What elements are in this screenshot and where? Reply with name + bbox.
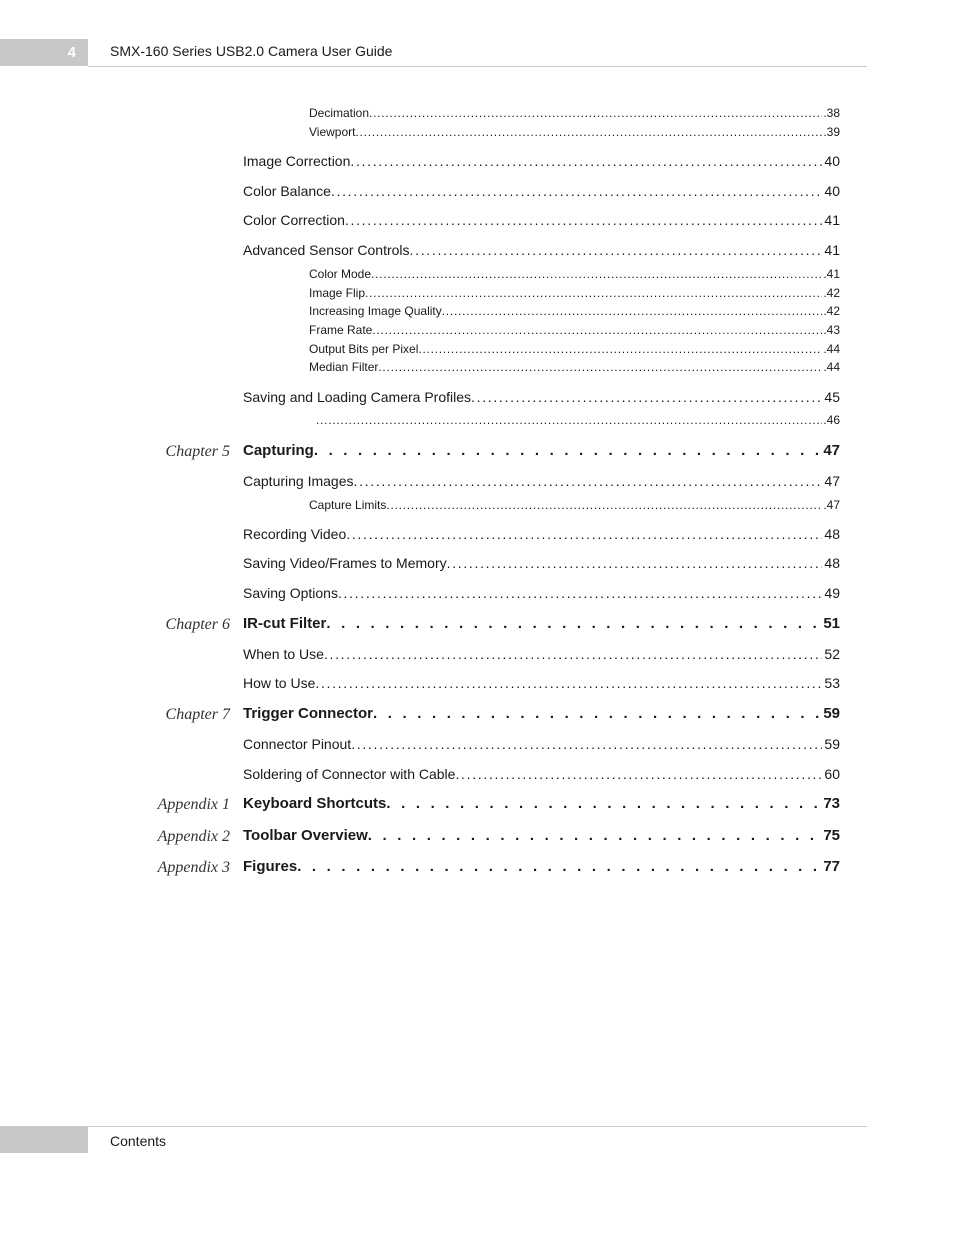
toc-page-number: 47 <box>824 473 840 489</box>
dot-leader <box>354 472 823 490</box>
toc-entry-title: Increasing Image Quality <box>309 304 442 318</box>
toc-entry-title: Advanced Sensor Controls <box>243 242 410 258</box>
dot-leader <box>315 674 822 692</box>
toc-entry-title: When to Use <box>243 646 324 662</box>
toc-entry-soldering-connector[interactable] <box>243 765 840 783</box>
toc-entry-saving-loading-profiles[interactable] <box>243 388 840 406</box>
toc-page-number: 47 <box>823 442 840 459</box>
dot-leader <box>338 584 822 602</box>
footer-tab <box>0 1126 88 1153</box>
toc-page-number: .42 <box>823 286 840 300</box>
toc-page-number: .46 <box>823 413 840 427</box>
dot-leader <box>346 525 822 543</box>
dot-leader <box>331 182 822 200</box>
toc-entry-color-balance[interactable] <box>243 182 840 200</box>
toc-page-number: 52 <box>824 646 840 662</box>
toc-entry-color-mode[interactable] <box>309 267 840 282</box>
dot-leader <box>355 125 822 140</box>
toc-entry-saving-video-frames[interactable] <box>243 554 840 572</box>
dot-leader <box>345 211 822 229</box>
toc-page-number: 73 <box>823 795 840 812</box>
toc-appendix-keyboard-shortcuts[interactable] <box>243 794 840 814</box>
toc-page-number: 41 <box>824 212 840 228</box>
toc-entry-connector-pinout[interactable] <box>243 735 840 753</box>
toc-entry-title: Keyboard Shortcuts <box>243 795 387 812</box>
toc-chapter-ir-cut-filter[interactable] <box>243 614 840 634</box>
toc-entry-untitled[interactable] <box>316 413 840 428</box>
toc-entry-frame-rate[interactable] <box>309 323 840 338</box>
toc-entry-title: IR-cut Filter <box>243 615 327 632</box>
toc-entry-image-flip[interactable] <box>309 286 840 301</box>
toc-page-number: .43 <box>823 323 840 337</box>
dot-leader <box>351 735 822 753</box>
dot-leader <box>365 286 822 301</box>
dot-leader <box>455 765 822 783</box>
dot-leader <box>316 413 822 428</box>
toc-page-number: 53 <box>824 675 840 691</box>
chapter-label: Chapter 7 <box>165 706 230 723</box>
dot-leader <box>386 794 819 814</box>
toc-chapter-capturing[interactable] <box>243 441 840 461</box>
chapter-label: Chapter 6 <box>165 616 230 633</box>
dot-leader <box>297 857 819 877</box>
toc-entry-title: Capture Limits <box>309 498 387 512</box>
dot-leader <box>378 360 822 375</box>
document-title: SMX-160 Series USB2.0 Camera User Guide <box>110 43 393 59</box>
toc-entry-image-correction[interactable] <box>243 152 840 170</box>
toc-entry-title: Connector Pinout <box>243 736 352 752</box>
toc-page-number: .41 <box>823 267 840 281</box>
toc-entry-increasing-image-quality[interactable] <box>309 304 840 319</box>
toc-entry-when-to-use[interactable] <box>243 645 840 663</box>
toc-page-number: 75 <box>823 827 840 844</box>
toc-page-number: .47 <box>823 498 840 512</box>
toc-entry-title: Image Flip <box>309 286 366 300</box>
dot-leader <box>442 304 823 319</box>
dot-leader <box>373 704 819 724</box>
page-number: 4 <box>67 44 76 61</box>
toc-entry-title: Viewport <box>309 125 356 139</box>
appendix-label: Appendix 1 <box>157 796 230 813</box>
toc-entry-advanced-sensor-controls[interactable] <box>243 241 840 259</box>
dot-leader <box>372 323 822 338</box>
dot-leader <box>324 645 822 663</box>
toc-entry-title: Saving Video/Frames to Memory <box>243 555 447 571</box>
toc-page-number: .39 <box>823 125 840 139</box>
toc-page-number: 40 <box>824 153 840 169</box>
toc-entry-title: Figures <box>243 858 298 875</box>
toc-entry-title: Output Bits per Pixel <box>309 342 419 356</box>
dot-leader <box>471 388 822 406</box>
toc-entry-title: Frame Rate <box>309 323 373 337</box>
toc-page-number: 48 <box>824 555 840 571</box>
dot-leader <box>369 106 822 121</box>
toc-entry-title: Median Filter <box>309 360 379 374</box>
toc-entry-title: Color Correction <box>243 212 345 228</box>
toc-entry-title: How to Use <box>243 675 316 691</box>
toc-page-number: .44 <box>823 360 840 374</box>
toc-entry-title: Recording Video <box>243 526 347 542</box>
dot-leader <box>326 614 819 634</box>
toc-entry-title: Image Correction <box>243 153 351 169</box>
toc-appendix-toolbar-overview[interactable] <box>243 826 840 846</box>
toc-page-number: .44 <box>823 342 840 356</box>
toc-entry-median-filter[interactable] <box>309 360 840 375</box>
dot-leader <box>418 342 822 357</box>
toc-entry-title: Saving Options <box>243 585 338 601</box>
toc-entry-capture-limits[interactable] <box>309 498 840 513</box>
toc-page-number: 60 <box>824 766 840 782</box>
toc-entry-title: Color Balance <box>243 183 331 199</box>
toc-entry-title: Trigger Connector <box>243 705 374 722</box>
toc-page-number: 48 <box>824 526 840 542</box>
footer-divider <box>88 1126 867 1127</box>
toc-entry-decimation[interactable] <box>309 106 840 121</box>
dot-leader <box>350 152 822 170</box>
toc-entry-title: Saving and Loading Camera Profiles <box>243 389 472 405</box>
toc-page-number: 40 <box>824 183 840 199</box>
toc-page-number: 49 <box>824 585 840 601</box>
toc-entry-title: Capturing Images <box>243 473 354 489</box>
toc-entry-how-to-use[interactable] <box>243 674 840 692</box>
toc-entry-title: Decimation <box>309 106 370 120</box>
dot-leader <box>368 826 820 846</box>
toc-entry-viewport[interactable] <box>309 125 840 140</box>
toc-entry-capturing-images[interactable] <box>243 472 840 490</box>
dot-leader <box>410 241 823 259</box>
dot-leader <box>447 554 823 572</box>
toc-entry-title: Capturing <box>243 442 314 459</box>
header-divider <box>88 66 867 67</box>
chapter-label: Chapter 5 <box>165 443 230 460</box>
toc-page-number: 77 <box>823 858 840 875</box>
dot-leader <box>371 267 822 282</box>
toc-page-number: 51 <box>823 615 840 632</box>
toc-entry-color-correction[interactable] <box>243 211 840 229</box>
appendix-label: Appendix 3 <box>157 859 230 876</box>
toc-page-number: 41 <box>824 242 840 258</box>
toc-entry-title: Color Mode <box>309 267 372 281</box>
toc-page-number: 59 <box>823 705 840 722</box>
dot-leader <box>386 498 822 513</box>
toc-page-number: 59 <box>824 736 840 752</box>
toc-entry-recording-video[interactable] <box>243 525 840 543</box>
toc-page-number: .42 <box>823 304 840 318</box>
toc-entry-output-bits-per-pixel[interactable] <box>309 342 840 357</box>
appendix-label: Appendix 2 <box>157 828 230 845</box>
toc-page-number: 45 <box>824 389 840 405</box>
toc-entry-title: Soldering of Connector with Cable <box>243 766 456 782</box>
toc-page-number: .38 <box>823 106 840 120</box>
toc-appendix-figures[interactable] <box>243 857 840 877</box>
toc-entry-saving-options[interactable] <box>243 584 840 602</box>
toc-chapter-trigger-connector[interactable] <box>243 704 840 724</box>
footer-section-label: Contents <box>110 1133 167 1149</box>
dot-leader <box>314 441 819 461</box>
toc-entry-title: Toolbar Overview <box>243 827 368 844</box>
